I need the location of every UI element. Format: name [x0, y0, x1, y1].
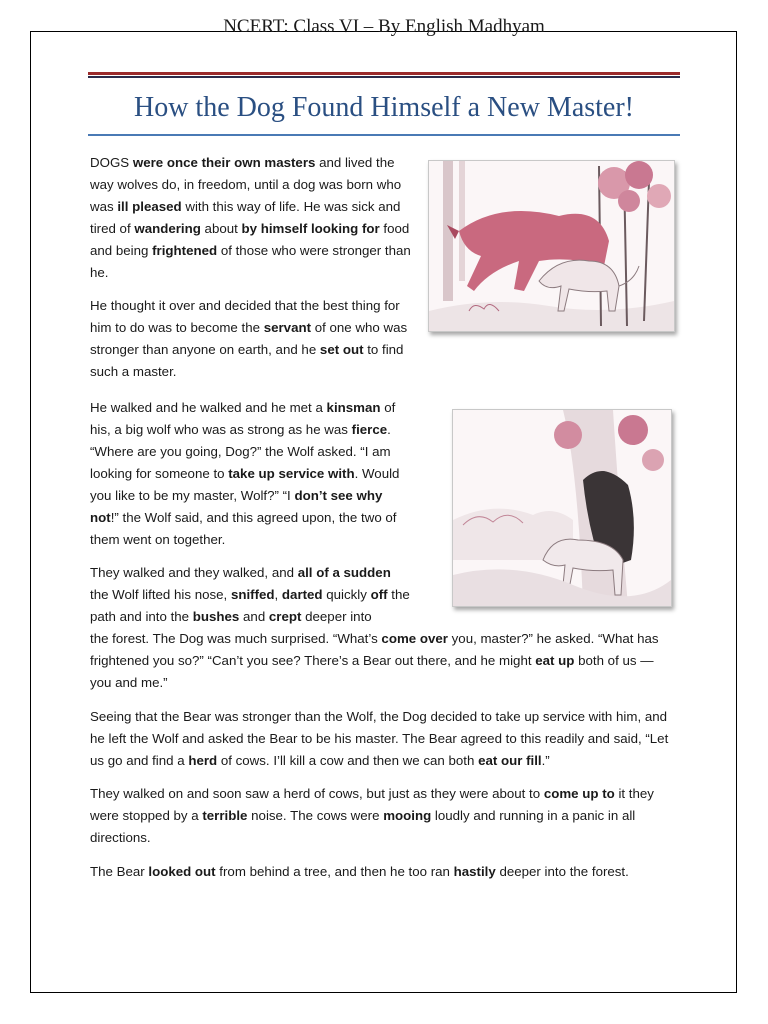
text-segment: with this way of life. He was sick and tired of: [90, 199, 401, 236]
paragraph-4: [90, 562, 412, 628]
illustration-bear-and-dog: [452, 409, 672, 607]
vocab-highlight: by himself looking for: [241, 221, 380, 236]
vocab-highlight: wandering: [134, 221, 201, 236]
vocab-highlight: kinsman: [326, 400, 381, 415]
text-segment: loudly and running in a panic in all directions.: [90, 808, 636, 845]
vocab-highlight: frightened: [152, 243, 218, 258]
page-header: NCERT: Class VI – By English Madhyam: [223, 16, 545, 37]
vocab-highlight: darted: [281, 587, 323, 602]
text-segment: and: [239, 609, 269, 624]
vocab-highlight: come up to: [543, 786, 615, 801]
text-segment: of cows. I’ll kill a cow and then we can both: [217, 753, 479, 768]
page-title: How the Dog Found Himself a New Master!: [133, 92, 635, 123]
text-segment: the forest. The Dog was much surprised. “What’s: [90, 631, 382, 646]
vocab-highlight: off: [370, 587, 388, 602]
vocab-highlight: sniffed: [230, 587, 275, 602]
title-underline: [88, 134, 680, 136]
text-segment: The Bear: [90, 864, 149, 879]
vocab-highlight: set out: [319, 342, 364, 357]
vocab-highlight: don’t see why not: [90, 488, 383, 525]
vocab-highlight: eat up: [535, 653, 575, 668]
text-segment: He thought it over and decided that the best thing for him to do was to become the: [90, 298, 400, 335]
text-segment: you, master?” he asked. “What has frightened you so?” “Can’t you see? There’s a Bear out there, and he might: [90, 631, 659, 668]
text-segment: deeper into: [301, 609, 372, 624]
text-segment: both of us — you and me.”: [90, 653, 654, 690]
text-segment: They walked on and soon saw a herd of cows, but just as they were about to: [90, 786, 544, 801]
text-segment: .”: [541, 753, 550, 768]
text-segment: to find such a master.: [90, 342, 404, 379]
vocab-highlight: fierce: [351, 422, 388, 437]
text-segment: of those who were stronger than he.: [90, 243, 411, 280]
vocab-highlight: eat our fill: [478, 753, 542, 768]
vocab-highlight: mooing: [383, 808, 432, 823]
text-segment: the Wolf lifted his nose,: [90, 587, 231, 602]
vocab-highlight: terrible: [202, 808, 248, 823]
header-divider-dark: [88, 76, 680, 78]
vocab-highlight: bushes: [192, 609, 240, 624]
text-segment: Seeing that the Bear was stronger than the Wolf, the Dog decided to take up service with him, and he left the Wolf and asked the Bear to be his master. The Bear agreed to this readily and said, “Let us go and find a: [90, 709, 669, 768]
paragraph-6: [90, 783, 672, 849]
vocab-highlight: ill pleased: [117, 199, 182, 214]
text-segment: from behind a tree, and then he too ran: [215, 864, 454, 879]
header-divider-red: [88, 72, 680, 75]
text-segment: and lived the way wolves do, in freedom, until a dog was born who was: [90, 155, 402, 214]
paragraph-5: [90, 706, 672, 772]
text-segment: about: [200, 221, 242, 236]
text-segment: They walked and they walked, and: [90, 565, 298, 580]
paragraph-3: [90, 397, 412, 551]
vocab-highlight: take up service with: [228, 466, 355, 481]
paragraph-1: [90, 152, 412, 284]
text-segment: He walked and he walked and he met a: [90, 400, 327, 415]
vocab-highlight: were once their own masters: [132, 155, 316, 170]
text-segment: . “Where are you going, Dog?” the Wolf asked. “I am looking for someone to: [90, 422, 391, 481]
vocab-highlight: herd: [188, 753, 218, 768]
text-segment: of one who was stronger than anyone on earth, and he: [90, 320, 408, 357]
paragraph-2: [90, 295, 412, 383]
vocab-highlight: all of a sudden: [297, 565, 391, 580]
vocab-highlight: come over: [381, 631, 448, 646]
paragraph-4-continued: [90, 628, 672, 694]
text-segment: food and being: [90, 221, 410, 258]
text-segment: . Would you like to be my master, Wolf?” “I: [90, 466, 400, 503]
text-segment: DOGS: [90, 155, 133, 170]
text-segment: quickly: [322, 587, 371, 602]
text-segment: the path and into the: [90, 587, 410, 624]
vocab-highlight: servant: [263, 320, 312, 335]
text-segment: of his, a big wolf who was as strong as he was: [90, 400, 396, 437]
text-segment: !” the Wolf said, and this agreed upon, the two of them went on together.: [90, 510, 397, 547]
illustration-wolf-and-dog: [428, 160, 675, 332]
text-segment: noise. The cows were: [247, 808, 384, 823]
vocab-highlight: crept: [268, 609, 302, 624]
text-segment: ,: [274, 587, 282, 602]
vocab-highlight: looked out: [148, 864, 216, 879]
paragraph-7: [90, 861, 672, 883]
text-segment: it they were stopped by a: [90, 786, 654, 823]
text-segment: deeper into the forest.: [495, 864, 629, 879]
vocab-highlight: hastily: [453, 864, 496, 879]
